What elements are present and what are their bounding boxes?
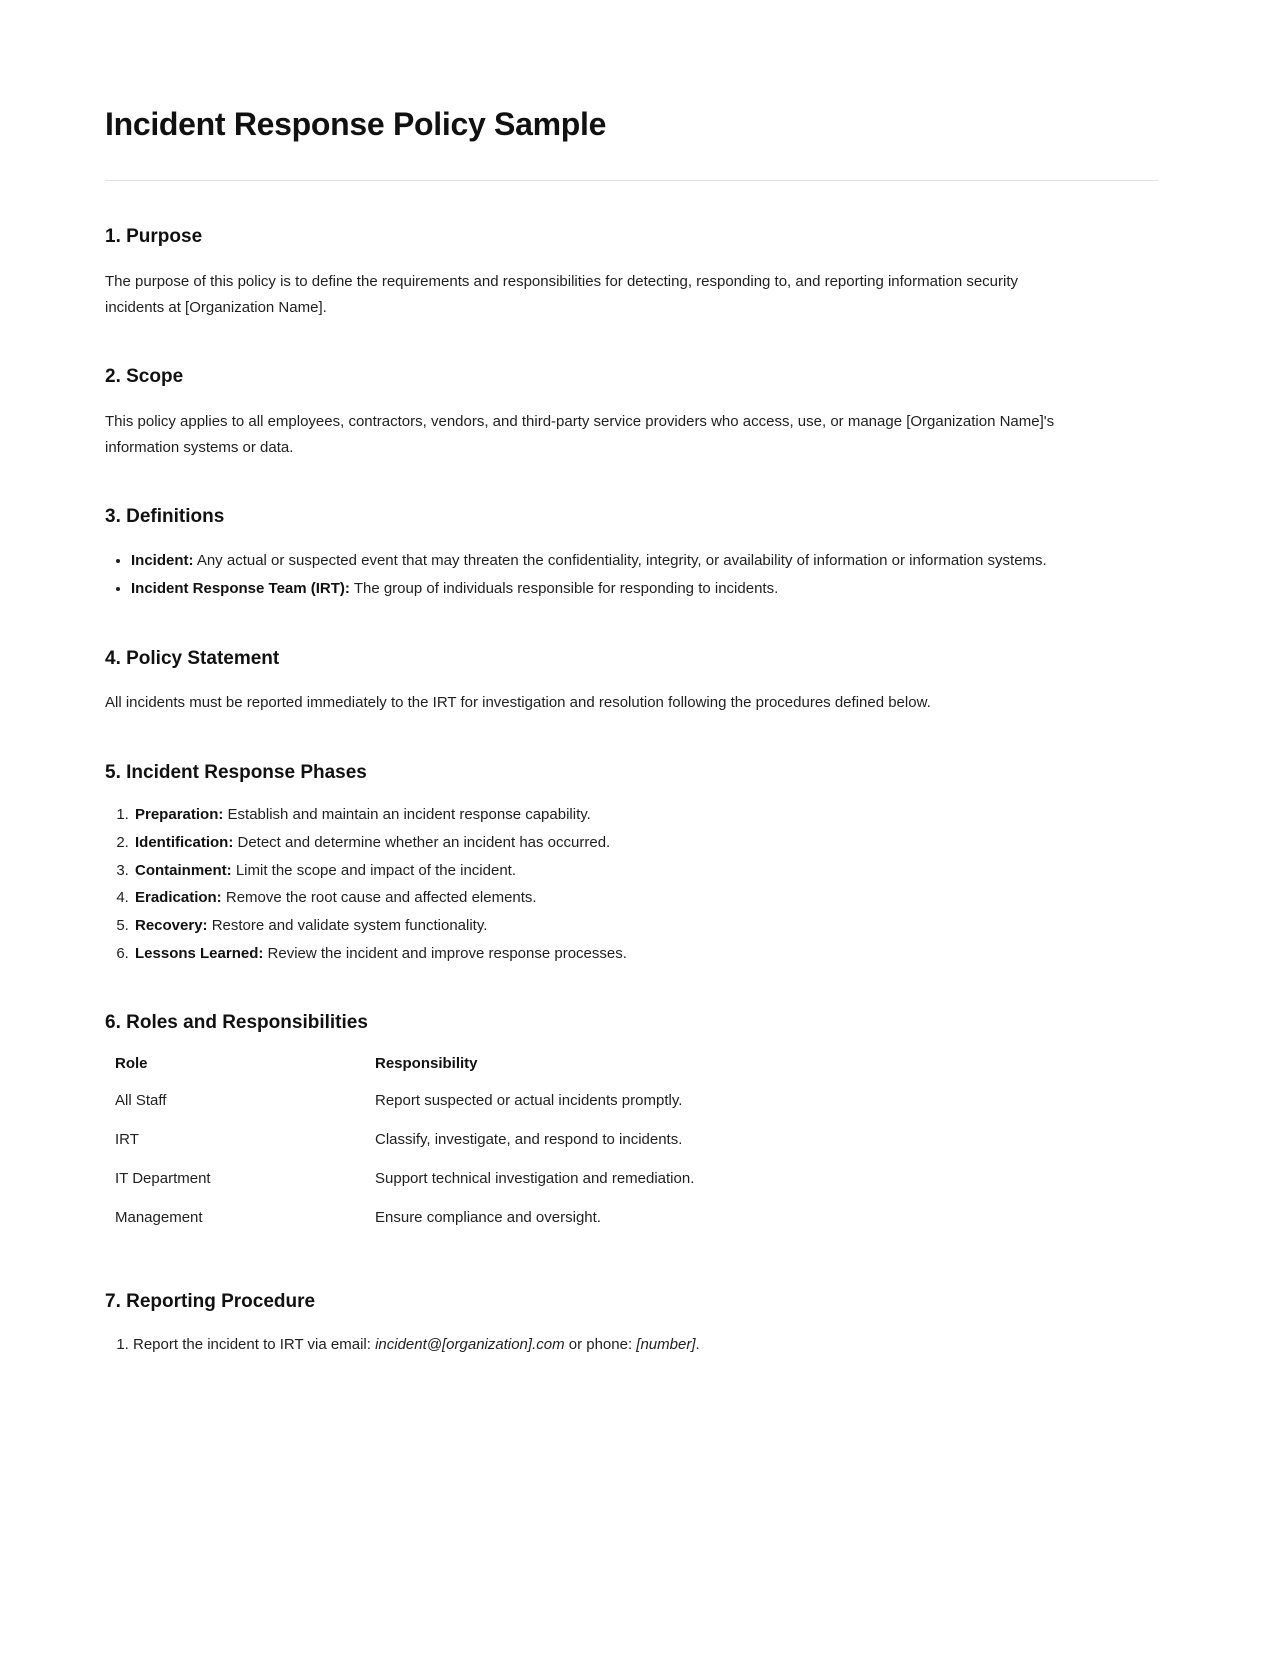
table-row	[105, 1207, 805, 1246]
column-header-role: Role	[115, 1055, 148, 1073]
list-item	[133, 942, 1158, 967]
phase-description: Review the incident and improve response processes.	[263, 944, 627, 962]
definitions-list	[105, 548, 1158, 603]
phase-term: Lessons Learned:	[135, 944, 264, 962]
cell-role: Management	[115, 1209, 203, 1227]
section-heading-roles: 6. Roles and Responsibilities	[105, 1011, 368, 1033]
reporting-phone: [number]	[636, 1336, 696, 1354]
cell-role: IT Department	[115, 1170, 211, 1188]
cell-responsibility: Classify, investigate, and respond to incidents.	[375, 1131, 683, 1149]
roles-table	[105, 1055, 805, 1246]
reporting-prefix: Report the incident to IRT via email:	[133, 1336, 376, 1354]
section-heading-reporting: 7. Reporting Procedure	[105, 1291, 316, 1313]
section-heading-definitions: 3. Definitions	[105, 506, 225, 528]
cell-role: IRT	[115, 1131, 139, 1149]
phase-term: Containment:	[135, 861, 232, 879]
phase-description: Establish and maintain an incident response capability.	[223, 806, 591, 824]
phase-description: Remove the root cause and affected elements.	[221, 889, 537, 907]
reporting-email: incident@[organization].com	[375, 1336, 565, 1354]
list-item	[131, 548, 1158, 574]
phase-description: Detect and determine whether an incident has occurred.	[233, 833, 611, 851]
roles-table-head	[105, 1055, 805, 1090]
table-row	[105, 1168, 805, 1207]
phase-description: Restore and validate system functionality.	[207, 917, 488, 935]
cell-role: All Staff	[115, 1092, 167, 1110]
phase-term: Eradication:	[135, 889, 222, 907]
cell-responsibility: Support technical investigation and remediation.	[375, 1170, 695, 1188]
definition-description: The group of individuals responsible for responding to incidents.	[349, 580, 779, 598]
cell-responsibility: Report suspected or actual incidents promptly.	[375, 1092, 683, 1110]
page-title: Incident Response Policy Sample	[105, 106, 607, 142]
table-row	[105, 1129, 805, 1168]
table-header-row	[105, 1055, 805, 1090]
definition-description: Any actual or suspected event that may threaten the confidentiality, integrity, or availability of information or information systems.	[193, 552, 1047, 570]
phase-description: Limit the scope and impact of the incident.	[231, 861, 516, 879]
list-item	[133, 859, 1158, 884]
section-paragraph-purpose: The purpose of this policy is to define the requirements and responsibilities for detecting, responding to, and reporting information security incidents at [Organization Name].	[105, 272, 1019, 316]
reporting-middle: or phone:	[564, 1336, 637, 1354]
title-divider	[105, 180, 1158, 181]
list-item	[131, 576, 1158, 602]
list-item	[133, 1333, 1158, 1358]
section-heading-policy-statement: 4. Policy Statement	[105, 647, 280, 669]
phases-list	[105, 803, 1158, 967]
section-heading-scope: 2. Scope	[105, 366, 184, 388]
roles-table-body	[105, 1090, 805, 1246]
phase-term: Recovery:	[135, 917, 208, 935]
column-header-responsibility: Responsibility	[375, 1055, 478, 1073]
phase-term: Preparation:	[135, 806, 224, 824]
list-item	[133, 914, 1158, 939]
reporting-list	[105, 1333, 1158, 1358]
section-paragraph-scope: This policy applies to all employees, contractors, vendors, and third-party service providers who access, use, or manage [Organization Name]'s information systems or data.	[105, 412, 1055, 457]
section-paragraph-policy-statement: All incidents must be reported immediately to the IRT for investigation and resolution following the procedures defined below.	[105, 694, 931, 712]
cell-responsibility: Ensure compliance and oversight.	[375, 1209, 601, 1227]
section-heading-phases: 5. Incident Response Phases	[105, 761, 367, 783]
list-item	[133, 831, 1158, 856]
reporting-suffix: .	[695, 1336, 700, 1354]
definition-term: Incident Response Team (IRT):	[131, 580, 350, 598]
section-heading-purpose: 1. Purpose	[105, 226, 203, 247]
phase-term: Identification:	[135, 833, 234, 851]
list-item	[133, 886, 1158, 911]
definition-term: Incident:	[131, 552, 194, 570]
table-row	[105, 1090, 805, 1129]
list-item	[133, 803, 1158, 828]
